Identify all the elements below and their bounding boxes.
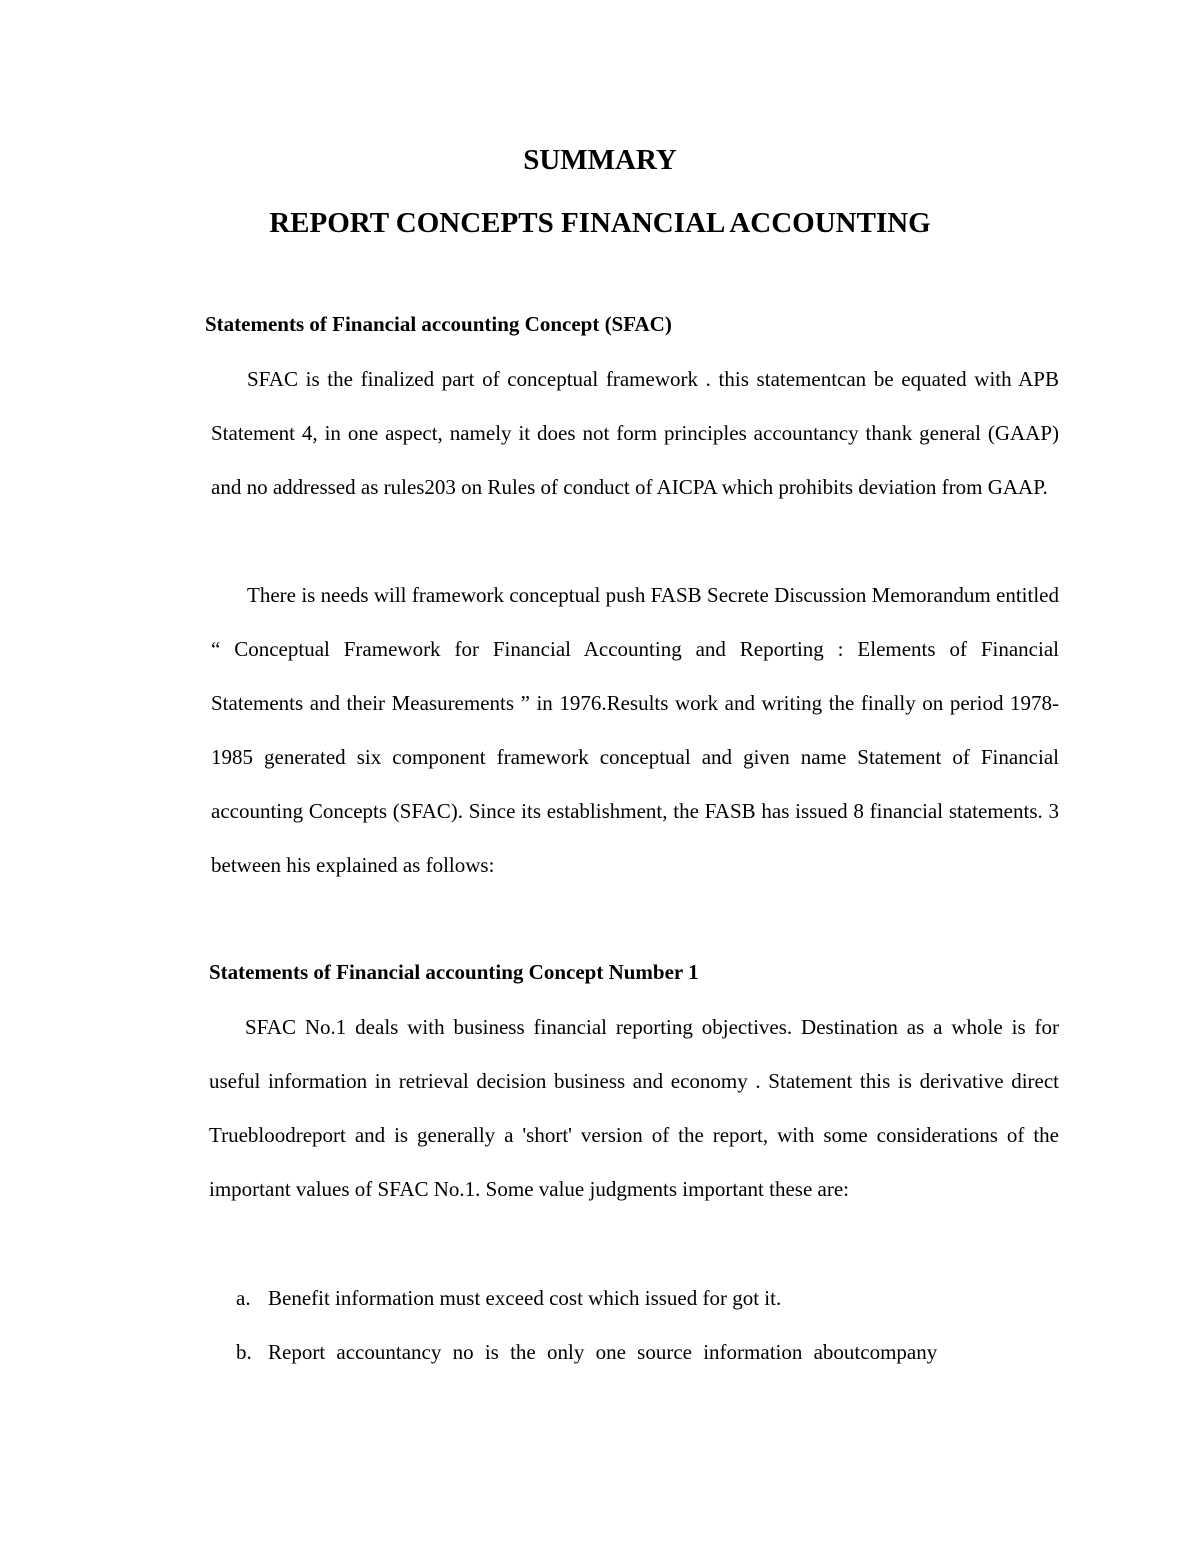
paragraph-sfac-no1: SFAC No.1 deals with business financial reporting objectives. Destination as a whole is for useful information in retrieval decision business and economy . Statement this is derivative direct Truebloodreport and is generally a 'short' version of the report, with some considerations of the important values of SFAC No.1. Some value judgments important these are: — [209, 1015, 1059, 1201]
document-subtitle: REPORT CONCEPTS FINANCIAL ACCOUNTING — [269, 207, 931, 239]
section-heading-sfac: Statements of Financial accounting Concept (SFAC) — [205, 312, 672, 336]
document-title: SUMMARY — [523, 144, 677, 176]
list-marker: a. — [236, 1286, 251, 1310]
list-item — [236, 1325, 1036, 1379]
list-marker: b. — [236, 1340, 252, 1364]
value-judgments-list — [236, 1271, 1036, 1379]
list-item-text: Benefit information must exceed cost which issued for got it. — [268, 1286, 782, 1310]
paragraph-sfac-history: There is needs will framework conceptual push FASB Secrete Discussion Memorandum entitled “ Conceptual Framework for Financial Accounting and Reporting : Elements of Financial Statements and their Measurements ” in 1976.Results work and writing the finally on period 1978-1985 generated six component framework conceptual and given name Statement of Financial accounting Concepts (SFAC). Since its establishment, the FASB has issued 8 financial statements. 3 between his explained as follows: — [211, 583, 1059, 877]
paragraph-sfac-intro: SFAC is the finalized part of conceptual framework . this statementcan be equated with APB Statement 4, in one aspect, namely it does not form principles accountancy thank general (GAAP) and no addressed as rules203 on Rules of conduct of AICPA which prohibits deviation from GAAP. — [211, 367, 1059, 499]
list-item — [236, 1271, 1036, 1325]
section-heading-sfac-number-1: Statements of Financial accounting Concept Number 1 — [209, 960, 699, 984]
list-item-text: Report accountancy no is the only one source information aboutcompany — [268, 1340, 938, 1364]
